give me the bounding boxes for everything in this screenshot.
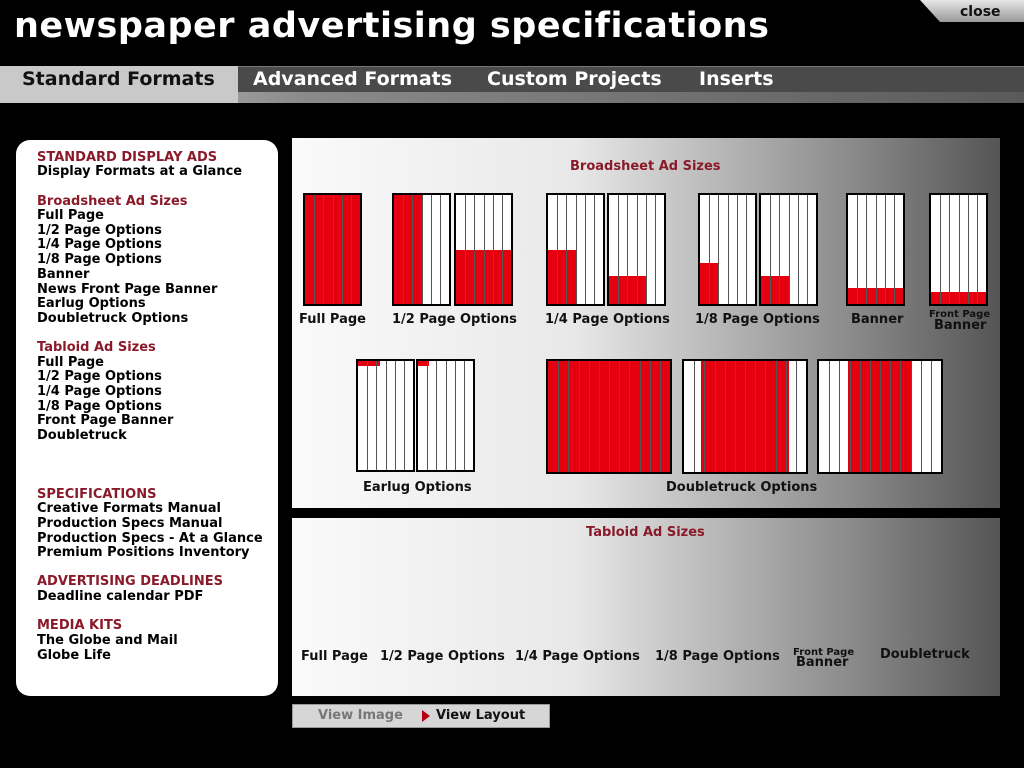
column-line (850, 361, 851, 472)
column-line (557, 195, 558, 304)
column-line (839, 361, 840, 472)
thumb-half-page-horizontal[interactable] (454, 193, 513, 306)
sidebar-link[interactable]: 1/4 Page Options (37, 237, 162, 252)
sidebar-link[interactable]: 1/8 Page Options (37, 252, 162, 267)
sidebar-link[interactable]: Doubletruck Options (37, 311, 189, 326)
sidebar-heading: MEDIA KITS (37, 618, 123, 633)
caption-front-page-banner: Banner (934, 318, 987, 333)
column-line (436, 361, 437, 470)
column-line (789, 195, 790, 304)
column-line (755, 361, 756, 472)
column-line (323, 195, 324, 304)
thumb-eighth-page-vertical[interactable] (698, 193, 757, 306)
column-line (779, 195, 780, 304)
sidebar-link[interactable]: 1/2 Page Options (37, 369, 162, 384)
column-line (655, 195, 656, 304)
sidebar-link[interactable]: Globe Life (37, 648, 111, 663)
column-line (609, 361, 610, 472)
column-line (568, 361, 569, 472)
ad-area (548, 250, 576, 305)
caption-tab-front-page: Front Page (793, 647, 855, 658)
thumb-doubletruck-narrow[interactable] (817, 359, 943, 474)
view-layout-button[interactable]: View Layout (436, 708, 526, 723)
thumb-earlug-left[interactable] (356, 359, 415, 472)
sidebar-link[interactable]: Deadline calendar PDF (37, 589, 204, 604)
column-line (395, 361, 396, 470)
ad-area (761, 276, 789, 304)
column-line (599, 361, 600, 472)
sidebar-link[interactable]: News Front Page Banner (37, 282, 218, 297)
thumb-banner[interactable] (846, 193, 905, 306)
sidebar-link[interactable]: The Globe and Mail (37, 633, 178, 648)
thumb-quarter-page-horizontal[interactable] (607, 193, 666, 306)
close-button[interactable]: close (960, 4, 1001, 20)
column-line (776, 361, 777, 472)
caption-full-page: Full Page (299, 312, 366, 327)
column-line (650, 361, 651, 472)
caption-half-page: 1/2 Page Options (392, 312, 517, 327)
caption-earlug: Earlug Options (363, 480, 472, 495)
column-line (911, 361, 912, 472)
column-line (314, 195, 315, 304)
sidebar-link[interactable]: Doubletruck (37, 428, 127, 443)
column-line (894, 195, 895, 304)
column-line (880, 361, 881, 472)
sidebar-link[interactable]: Production Specs Manual (37, 516, 223, 531)
column-line (640, 361, 641, 472)
column-line (829, 361, 830, 472)
column-line (440, 195, 441, 304)
caption-quarter-page: 1/4 Page Options (545, 312, 670, 327)
column-line (694, 361, 695, 472)
tab-advanced-formats[interactable]: Advanced Formats (253, 68, 453, 90)
column-line (589, 361, 590, 472)
sidebar-heading: SPECIFICATIONS (37, 487, 157, 502)
tabloid-title: Tabloid Ad Sizes (586, 525, 705, 540)
column-line (718, 195, 719, 304)
column-line (431, 195, 432, 304)
column-line (860, 361, 861, 472)
column-line (403, 195, 404, 304)
sidebar-link[interactable]: Banner (37, 267, 90, 282)
sidebar-link[interactable]: Display Formats at a Glance (37, 164, 243, 179)
column-line (900, 361, 901, 472)
column-line (576, 195, 577, 304)
caption-banner: Banner (851, 312, 904, 327)
column-line (921, 361, 922, 472)
column-line (885, 195, 886, 304)
column-line (725, 361, 726, 472)
column-line (465, 195, 466, 304)
column-line (404, 361, 405, 470)
column-line (940, 195, 941, 304)
column-line (977, 195, 978, 304)
column-line (949, 195, 950, 304)
sidebar-link[interactable]: Full Page (37, 355, 104, 370)
page-title: newspaper advertising specifications (14, 6, 770, 46)
column-line (876, 195, 877, 304)
sidebar-link[interactable]: 1/4 Page Options (37, 384, 162, 399)
column-line (890, 361, 891, 472)
sidebar-link[interactable]: Full Page (37, 208, 104, 223)
tabloid-panel (292, 518, 1000, 696)
column-line (367, 361, 368, 470)
column-line (931, 361, 932, 472)
caption-tab-eighth-page: 1/8 Page Options (655, 649, 780, 664)
column-line (427, 361, 428, 470)
thumb-front-page-banner[interactable] (929, 193, 988, 306)
caption-doubletruck: Doubletruck Options (666, 480, 818, 495)
broadsheet-title: Broadsheet Ad Sizes (570, 159, 721, 174)
sidebar-heading: Broadsheet Ad Sizes (37, 194, 188, 209)
column-line (770, 195, 771, 304)
tab-custom-projects[interactable]: Custom Projects (487, 68, 662, 90)
column-line (351, 195, 352, 304)
caption-tab-half-page: 1/2 Page Options (380, 649, 505, 664)
column-line (735, 361, 736, 472)
column-line (715, 361, 716, 472)
sidebar-link[interactable]: Front Page Banner (37, 413, 174, 428)
view-image-button[interactable]: View Image (318, 708, 403, 723)
column-line (376, 361, 377, 470)
sidebar-link[interactable]: 1/8 Page Options (37, 399, 162, 414)
column-line (493, 195, 494, 304)
sidebar-heading: ADVERTISING DEADLINES (37, 574, 223, 589)
column-line (646, 195, 647, 304)
column-line (866, 195, 867, 304)
thumb-quarter-page-vertical[interactable] (546, 193, 605, 306)
thumb-half-page-vertical[interactable] (392, 193, 451, 306)
column-line (765, 361, 766, 472)
column-line (446, 361, 447, 470)
caption-tab-doubletruck: Doubletruck (880, 647, 970, 662)
column-line (709, 195, 710, 304)
column-line (637, 195, 638, 304)
column-line (594, 195, 595, 304)
column-line (796, 361, 797, 472)
column-line (566, 195, 567, 304)
column-line (629, 361, 630, 472)
column-line (474, 195, 475, 304)
column-line (585, 195, 586, 304)
sidebar-link[interactable]: Premium Positions Inventory (37, 545, 250, 560)
column-line (627, 195, 628, 304)
column-line (798, 195, 799, 304)
column-line (728, 195, 729, 304)
column-line (746, 195, 747, 304)
column-line (502, 195, 503, 304)
tab-standard-formats[interactable]: Standard Formats (22, 68, 215, 90)
sidebar-link[interactable]: Earlug Options (37, 296, 146, 311)
column-line (464, 361, 465, 470)
thumb-doubletruck-center[interactable] (682, 359, 808, 474)
column-line (455, 361, 456, 470)
sidebar-link[interactable]: Creative Formats Manual (37, 501, 221, 516)
column-line (619, 361, 620, 472)
column-line (422, 195, 423, 304)
tab-inserts[interactable]: Inserts (699, 68, 774, 90)
column-line (786, 361, 787, 472)
column-line (579, 361, 580, 472)
column-line (412, 195, 413, 304)
sidebar (16, 140, 278, 696)
column-line (807, 195, 808, 304)
column-line (660, 361, 661, 472)
column-line (857, 195, 858, 304)
column-line (558, 361, 559, 472)
caption-tab-full-page: Full Page (301, 649, 368, 664)
sidebar-link[interactable]: 1/2 Page Options (37, 223, 162, 238)
ad-area (394, 195, 422, 304)
sidebar-heading: STANDARD DISPLAY ADS (37, 150, 218, 165)
column-line (745, 361, 746, 472)
column-line (333, 195, 334, 304)
play-arrow-icon (422, 710, 430, 722)
column-line (618, 195, 619, 304)
thumb-eighth-page-horizontal[interactable] (759, 193, 818, 306)
caption-front-page: Front Page (929, 309, 991, 320)
column-line (386, 361, 387, 470)
thumb-earlug-right[interactable] (416, 359, 475, 472)
caption-eighth-page: 1/8 Page Options (695, 312, 820, 327)
column-line (959, 195, 960, 304)
column-line (968, 195, 969, 304)
thumb-full-page[interactable] (303, 193, 362, 306)
sidebar-heading: Tabloid Ad Sizes (37, 340, 156, 355)
caption-tab-quarter-page: 1/4 Page Options (515, 649, 640, 664)
column-line (704, 361, 705, 472)
column-line (342, 195, 343, 304)
thumb-doubletruck-full[interactable] (546, 359, 672, 474)
caption-tab-front-page-banner: Banner (796, 655, 849, 670)
column-line (484, 195, 485, 304)
column-line (870, 361, 871, 472)
column-line (737, 195, 738, 304)
sidebar-link[interactable]: Production Specs - At a Glance (37, 531, 263, 546)
